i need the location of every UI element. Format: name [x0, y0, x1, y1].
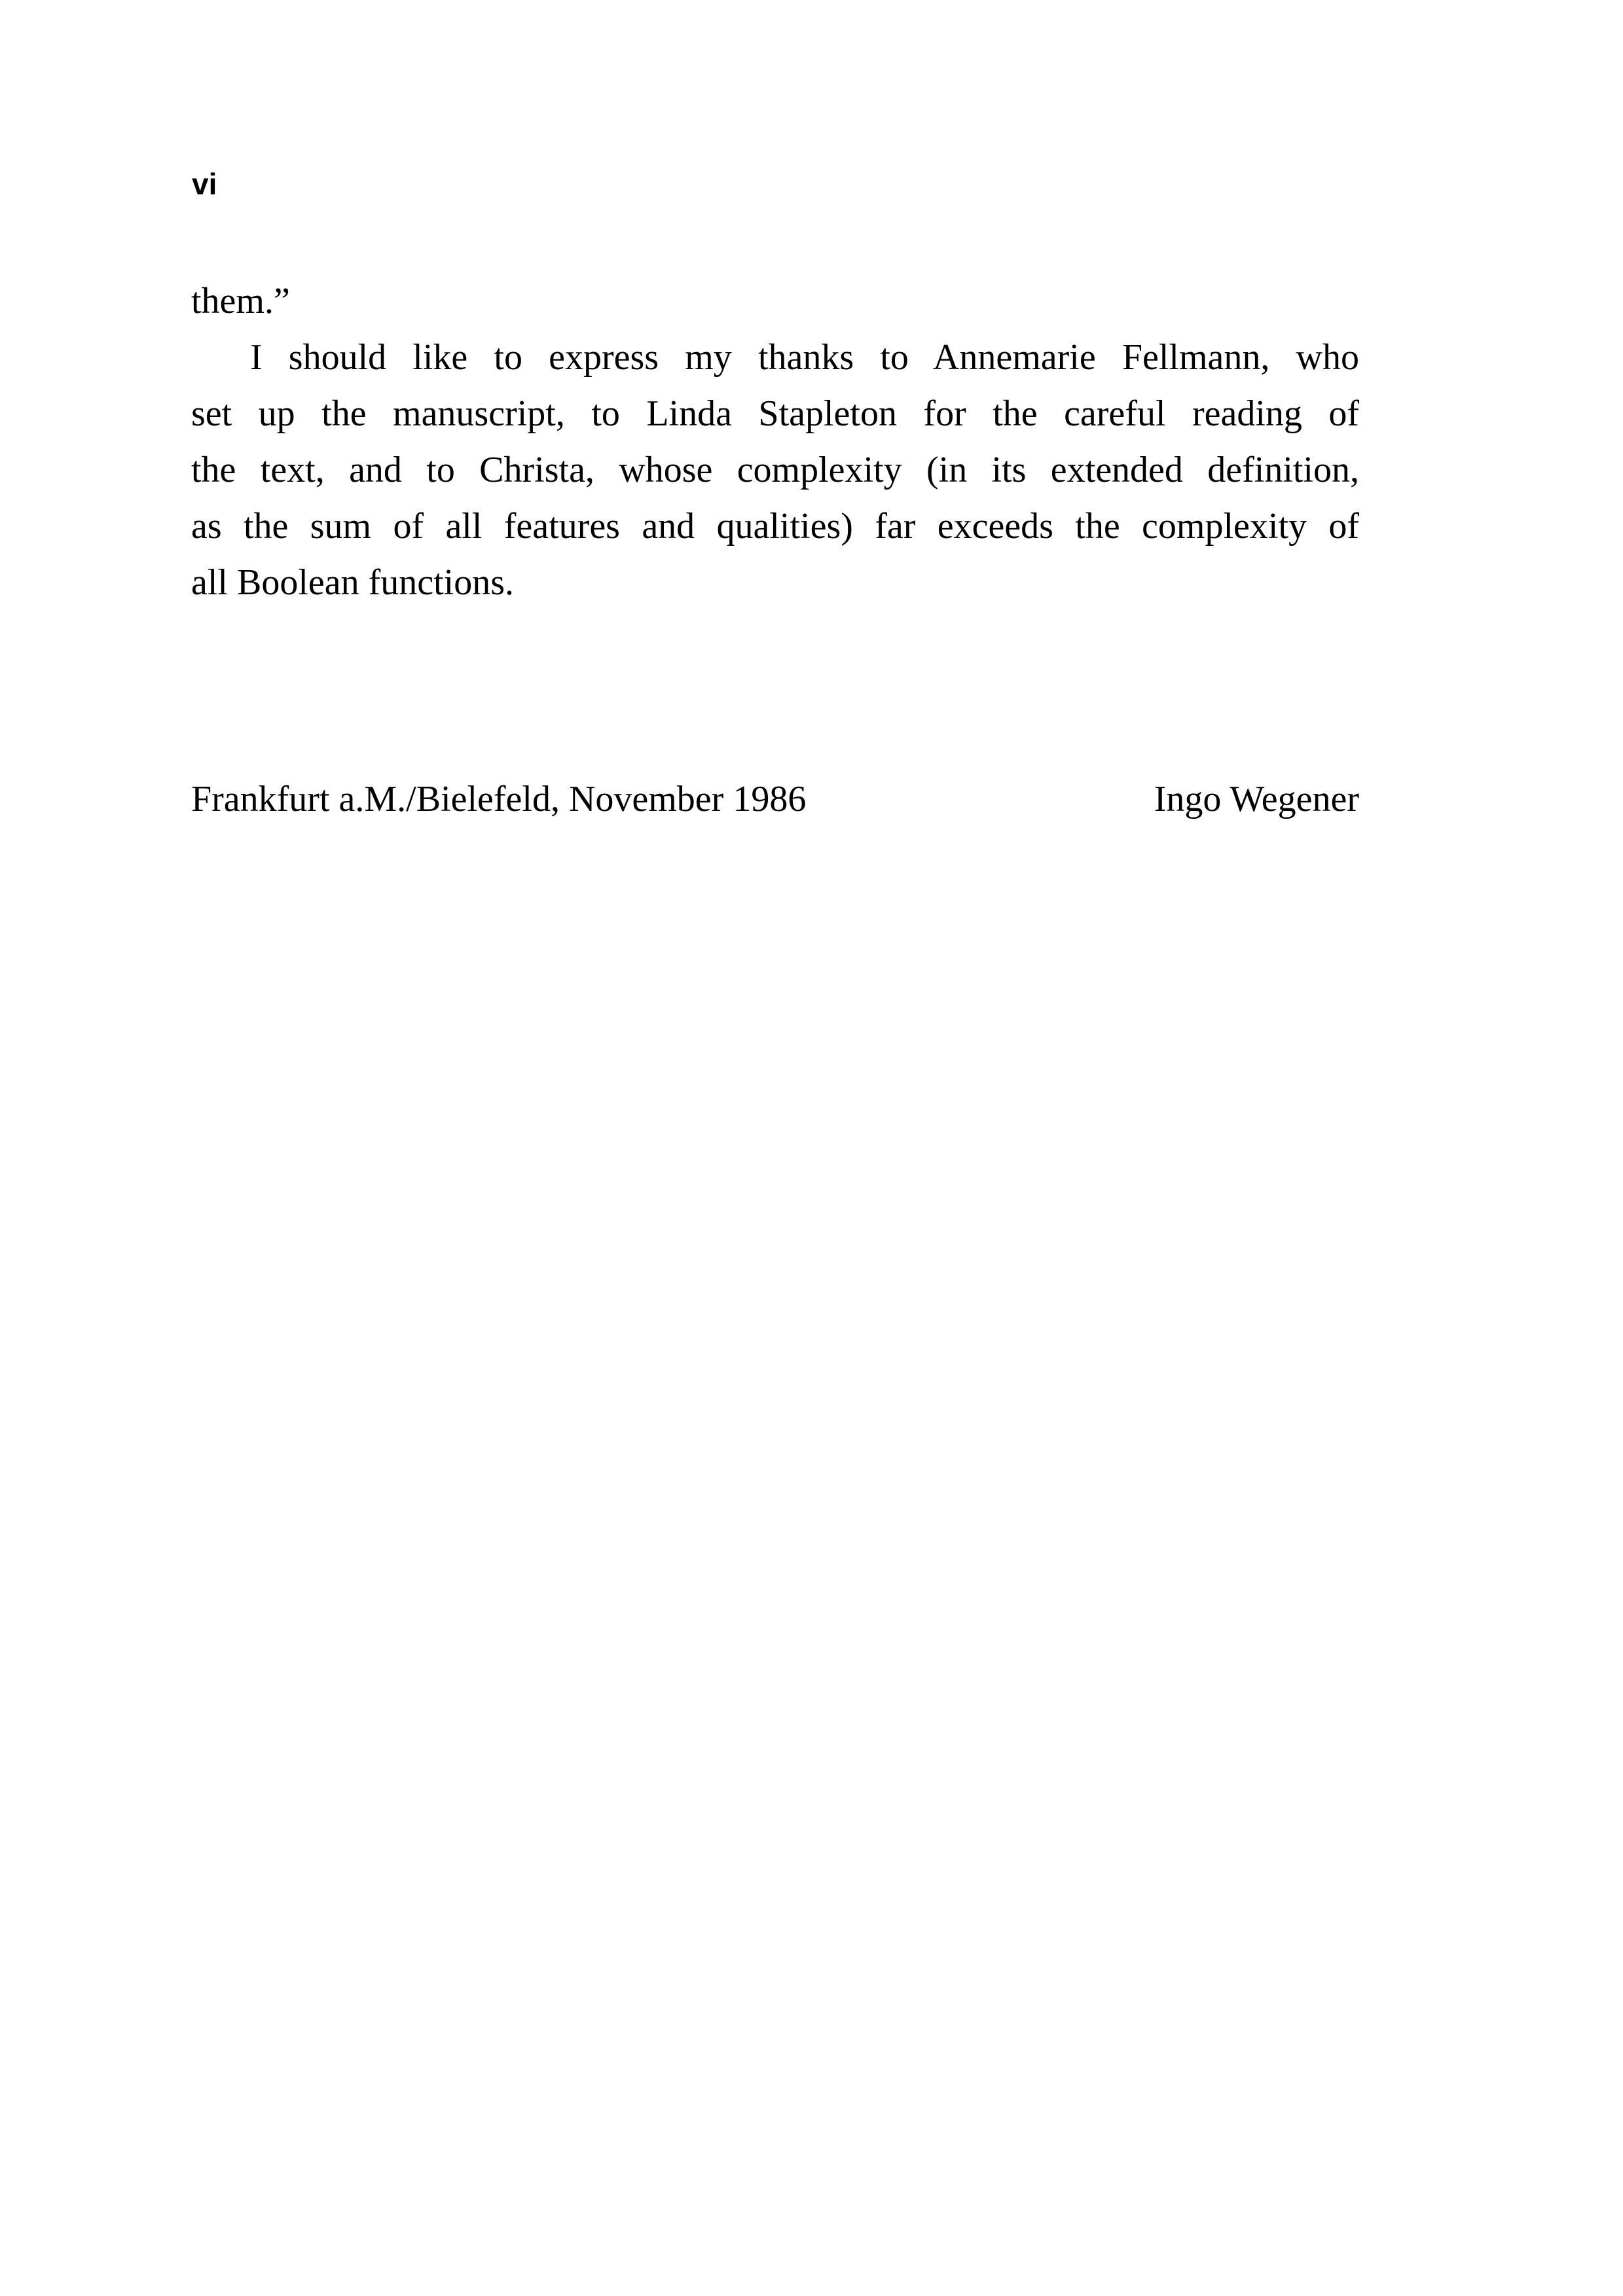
paragraph-carryover-line: them.”: [191, 281, 290, 321]
paragraph-line: I should like to express my thanks to Annemarie Fellmann, who: [250, 337, 1359, 378]
signature-row: [191, 771, 1359, 827]
paragraph-line: set up the manuscript, to Linda Stapleton for the careful reading of: [191, 393, 1359, 434]
place-date: Frankfurt a.M./Bielefeld, November 1986: [191, 779, 807, 819]
page-number: vi: [192, 167, 217, 201]
paragraph-line: all Boolean functions.: [191, 562, 515, 603]
author-name: Ingo Wegener: [1154, 779, 1359, 819]
paragraph-line: as the sum of all features and qualities) far exceeds the complexity of: [191, 506, 1359, 547]
paragraph-line: the text, and to Christa, whose complexity (in its extended definition,: [191, 450, 1359, 490]
body-text-block: [191, 273, 1359, 611]
